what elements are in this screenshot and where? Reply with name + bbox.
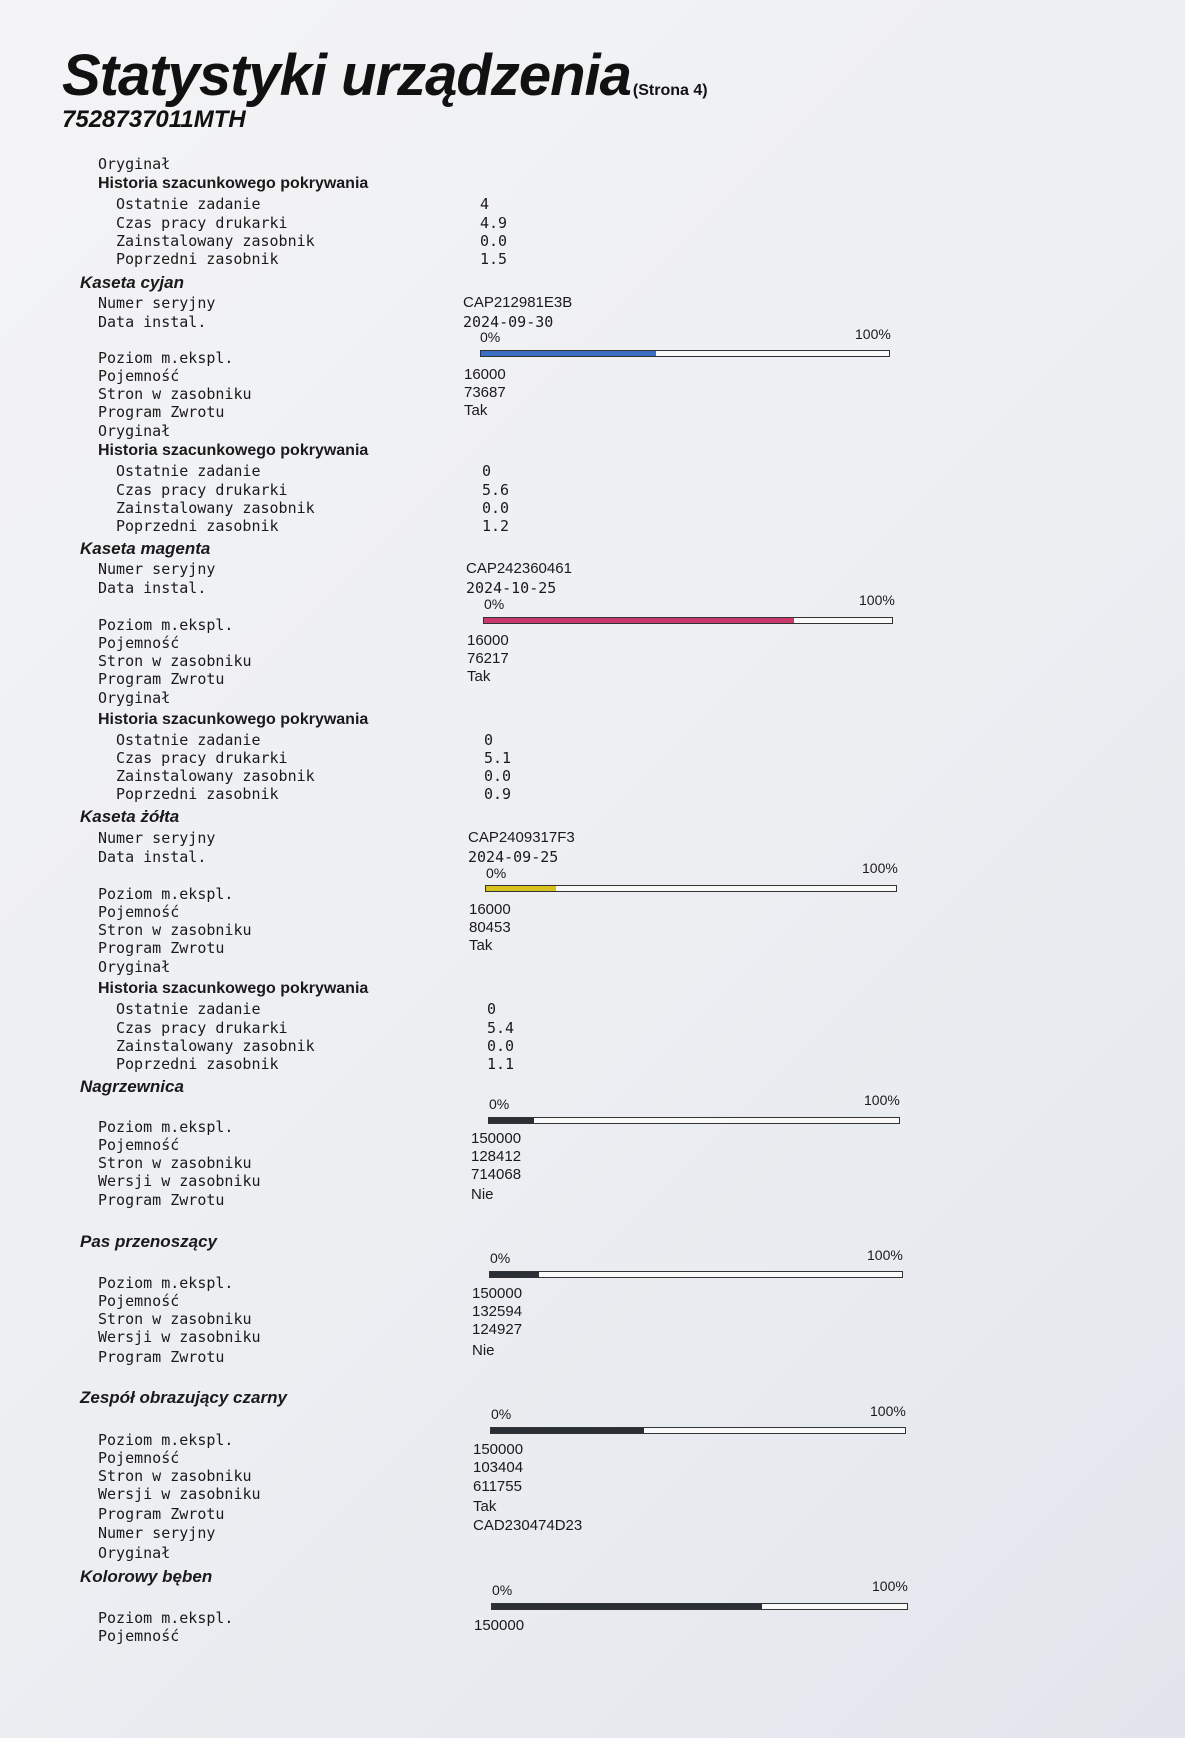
fuser-level-bar — [488, 1117, 900, 1124]
black-imaging-level-bar — [490, 1427, 906, 1434]
cyan-cartridge-heading: Kaseta cyjan — [80, 273, 184, 292]
original-label: Oryginał — [98, 155, 171, 173]
yellow-previous-value: 1.1 — [487, 1055, 515, 1073]
bar-min-label: 0% — [490, 1250, 511, 1266]
serial-number-label: Numer seryjny — [98, 829, 216, 847]
magenta-last-job-value: 0 — [484, 731, 494, 749]
bar-max-label: 100% — [867, 1247, 903, 1263]
fuser-heading: Nagrzewnica — [80, 1077, 184, 1096]
capacity-label: Pojemność — [98, 634, 180, 652]
bar-max-label: 100% — [859, 592, 895, 608]
magenta-previous-value: 0.9 — [484, 785, 512, 803]
capacity-label: Pojemność — [98, 1449, 180, 1467]
magenta-printer-lifetime-value: 5.1 — [484, 749, 512, 767]
pages-label: Stron w zasobniku — [98, 1467, 252, 1485]
installed-cartridge-label: Zainstalowany zasobnik — [116, 499, 315, 517]
cyan-previous-value: 1.2 — [482, 517, 510, 535]
magenta-capacity-value: 16000 — [467, 632, 509, 649]
cyan-level-fill — [481, 351, 656, 356]
color-drum-heading: Kolorowy bęben — [80, 1567, 213, 1586]
coverage-history-heading: Historia szacunkowego pokrywania — [98, 175, 369, 192]
printer-lifetime-label: Czas pracy drukarki — [116, 749, 288, 767]
black-imaging-capacity-value: 150000 — [473, 1441, 524, 1458]
return-program-label: Program Zwrotu — [98, 670, 225, 688]
fuser-versions-value: 714068 — [471, 1166, 522, 1183]
return-program-label: Program Zwrotu — [98, 1191, 225, 1209]
last-job-label: Ostatnie zadanie — [116, 731, 261, 749]
yellow-level-bar — [485, 885, 897, 892]
cyan-pages-value: 73687 — [464, 384, 506, 401]
cyan-install-date-value: 2024-09-30 — [463, 313, 554, 331]
transfer-belt-capacity-value: 150000 — [472, 1285, 523, 1302]
pages-label: Stron w zasobniku — [98, 385, 252, 403]
black-imaging-serial-value: CAD230474D23 — [473, 1517, 583, 1534]
last-job-value: 4 — [480, 195, 490, 213]
bar-max-label: 100% — [870, 1403, 906, 1419]
return-program-label: Program Zwrotu — [98, 403, 225, 421]
transfer-belt-return-value: Nie — [472, 1342, 495, 1359]
magenta-installed-value: 0.0 — [484, 767, 512, 785]
versions-label: Wersji w zasobniku — [98, 1328, 261, 1346]
return-program-label: Program Zwrotu — [98, 1505, 225, 1523]
supply-level-label: Poziom m.ekspl. — [98, 1118, 234, 1136]
transfer-belt-pages-value: 132594 — [472, 1303, 523, 1320]
bar-min-label: 0% — [491, 1406, 512, 1422]
bar-max-label: 100% — [862, 860, 898, 876]
previous-cartridge-value: 1.5 — [480, 250, 508, 268]
supply-level-label: Poziom m.ekspl. — [98, 616, 234, 634]
bar-min-label: 0% — [489, 1096, 510, 1112]
color-drum-level-fill — [492, 1604, 762, 1609]
cyan-last-job-value: 0 — [482, 462, 492, 480]
yellow-return-value: Tak — [469, 937, 493, 954]
transfer-belt-level-bar — [489, 1271, 903, 1278]
yellow-level-fill — [486, 886, 556, 891]
black-imaging-heading: Zespół obrazujący czarny — [80, 1388, 287, 1407]
capacity-label: Pojemność — [98, 903, 180, 921]
black-imaging-level-fill — [491, 1428, 644, 1433]
black-imaging-versions-value: 611755 — [473, 1478, 522, 1495]
bar-max-label: 100% — [872, 1578, 908, 1594]
original-label: Oryginał — [98, 958, 171, 976]
supply-level-label: Poziom m.ekspl. — [98, 1274, 234, 1292]
bar-max-label: 100% — [855, 326, 891, 342]
fuser-level-fill — [489, 1118, 534, 1123]
capacity-label: Pojemność — [98, 1292, 180, 1310]
fuser-return-value: Nie — [471, 1186, 494, 1203]
supply-level-label: Poziom m.ekspl. — [98, 1609, 234, 1627]
pages-label: Stron w zasobniku — [98, 921, 252, 939]
coverage-history-heading: Historia szacunkowego pokrywania — [98, 442, 369, 459]
last-job-label: Ostatnie zadanie — [116, 462, 261, 480]
magenta-pages-value: 76217 — [467, 650, 509, 667]
coverage-history-heading: Historia szacunkowego pokrywania — [98, 980, 369, 997]
black-imaging-pages-value: 103404 — [473, 1459, 524, 1476]
installed-cartridge-label: Zainstalowany zasobnik — [116, 1037, 315, 1055]
return-program-label: Program Zwrotu — [98, 1348, 225, 1366]
bar-min-label: 0% — [486, 865, 507, 881]
page-number: (Strona 4) — [632, 82, 708, 99]
install-date-label: Data instal. — [98, 848, 207, 866]
capacity-label: Pojemność — [98, 1136, 180, 1154]
serial-number-label: Numer seryjny — [98, 560, 216, 578]
original-label: Oryginał — [98, 422, 171, 440]
cyan-level-bar — [480, 350, 890, 357]
transfer-belt-heading: Pas przenoszący — [80, 1232, 218, 1251]
previous-cartridge-label: Poprzedni zasobnik — [116, 1055, 279, 1073]
original-label: Oryginał — [98, 1544, 171, 1562]
yellow-last-job-value: 0 — [487, 1000, 497, 1018]
cyan-capacity-value: 16000 — [464, 366, 506, 383]
capacity-label: Pojemność — [98, 367, 180, 385]
last-job-label: Ostatnie zadanie — [116, 195, 261, 213]
previous-cartridge-label: Poprzedni zasobnik — [116, 785, 279, 803]
yellow-pages-value: 80453 — [469, 919, 511, 936]
printer-lifetime-value: 4.9 — [480, 214, 508, 232]
magenta-level-fill — [484, 618, 794, 623]
install-date-label: Data instal. — [98, 313, 207, 331]
coverage-history-heading: Historia szacunkowego pokrywania — [98, 711, 369, 728]
magenta-cartridge-heading: Kaseta magenta — [80, 539, 211, 558]
cyan-printer-lifetime-value: 5.6 — [482, 481, 510, 499]
yellow-printer-lifetime-value: 5.4 — [487, 1019, 515, 1037]
pages-label: Stron w zasobniku — [98, 652, 252, 670]
last-job-label: Ostatnie zadanie — [116, 1000, 261, 1018]
printer-lifetime-label: Czas pracy drukarki — [116, 214, 288, 232]
installed-cartridge-label: Zainstalowany zasobnik — [116, 232, 315, 250]
cyan-installed-value: 0.0 — [482, 499, 510, 517]
magenta-install-date-value: 2024-10-25 — [466, 579, 557, 597]
color-drum-capacity-value: 150000 — [474, 1617, 525, 1634]
serial-number-label: Numer seryjny — [98, 294, 216, 312]
capacity-label: Pojemność — [98, 1627, 180, 1645]
yellow-serial-value: CAP2409317F3 — [468, 829, 575, 846]
pages-label: Stron w zasobniku — [98, 1154, 252, 1172]
cyan-return-value: Tak — [464, 402, 488, 419]
magenta-return-value: Tak — [467, 668, 491, 685]
installed-cartridge-value: 0.0 — [480, 232, 508, 250]
installed-cartridge-label: Zainstalowany zasobnik — [116, 767, 315, 785]
versions-label: Wersji w zasobniku — [98, 1172, 261, 1190]
fuser-capacity-value: 150000 — [471, 1130, 522, 1147]
bar-max-label: 100% — [864, 1092, 900, 1108]
yellow-capacity-value: 16000 — [469, 901, 511, 918]
printer-lifetime-label: Czas pracy drukarki — [116, 1019, 288, 1037]
yellow-installed-value: 0.0 — [487, 1037, 515, 1055]
transfer-belt-level-fill — [490, 1272, 539, 1277]
cyan-serial-value: CAP212981E3B — [463, 294, 573, 311]
return-program-label: Program Zwrotu — [98, 939, 225, 957]
previous-cartridge-label: Poprzedni zasobnik — [116, 517, 279, 535]
magenta-level-bar — [483, 617, 893, 624]
original-label: Oryginał — [98, 689, 171, 707]
fuser-pages-value: 128412 — [471, 1148, 522, 1165]
yellow-install-date-value: 2024-09-25 — [468, 848, 559, 866]
printer-lifetime-label: Czas pracy drukarki — [116, 481, 288, 499]
serial-number-label: Numer seryjny — [98, 1524, 216, 1542]
pages-label: Stron w zasobniku — [98, 1310, 252, 1328]
versions-label: Wersji w zasobniku — [98, 1485, 261, 1503]
bar-min-label: 0% — [484, 596, 505, 612]
supply-level-label: Poziom m.ekspl. — [98, 1431, 234, 1449]
supply-level-label: Poziom m.ekspl. — [98, 885, 234, 903]
bar-min-label: 0% — [492, 1582, 513, 1598]
yellow-cartridge-heading: Kaseta żółta — [80, 807, 180, 826]
install-date-label: Data instal. — [98, 579, 207, 597]
bar-min-label: 0% — [480, 329, 501, 345]
black-imaging-return-value: Tak — [473, 1498, 497, 1515]
transfer-belt-versions-value: 124927 — [472, 1321, 523, 1338]
page-title: Statystyki urządzenia (Strona 4) — [62, 43, 708, 108]
color-drum-level-bar — [491, 1603, 908, 1610]
supply-level-label: Poziom m.ekspl. — [98, 349, 234, 367]
device-serial: 7528737011MTH — [62, 106, 246, 133]
previous-cartridge-label: Poprzedni zasobnik — [116, 250, 279, 268]
magenta-serial-value: CAP242360461 — [466, 560, 572, 577]
